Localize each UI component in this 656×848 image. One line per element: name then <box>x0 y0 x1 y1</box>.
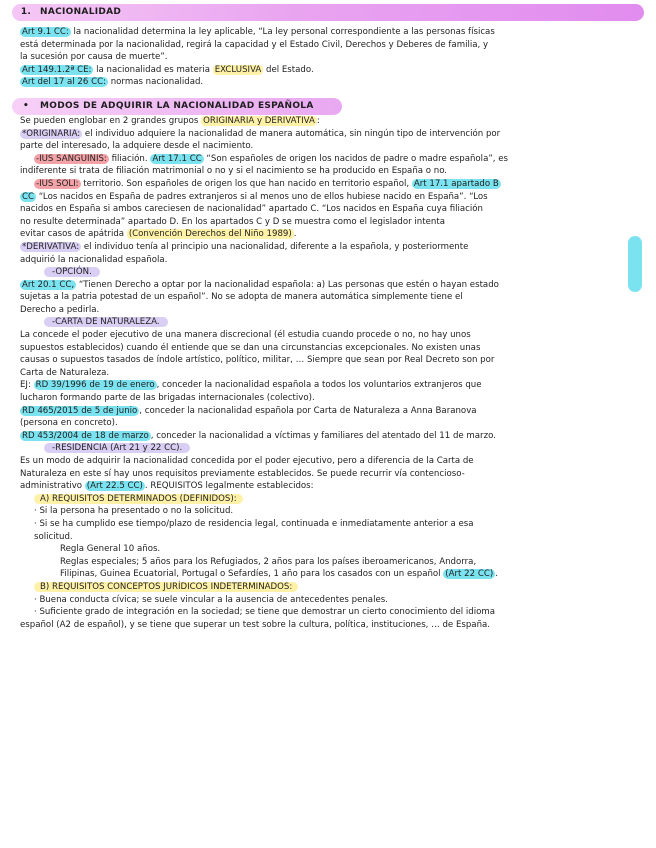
opcion-line <box>44 266 656 279</box>
ius-sanguinis-line <box>34 153 646 166</box>
section-title: NACIONALIDAD <box>40 7 122 18</box>
art91-line <box>20 26 632 39</box>
originaria-line <box>20 128 632 141</box>
req-a-item-1: · Si la persona ha presentado o no la solicitud. <box>34 506 234 517</box>
art225-label: (Art 22.5 CC) <box>86 481 143 492</box>
art149-label: Art 149.1.2ª CE: <box>22 64 92 75</box>
originaria-line-2: parte del interesado, la adquiere desde el nacimiento. <box>20 141 254 152</box>
intro-highlight: ORIGINARIA y DERIVATIVA <box>203 115 315 126</box>
convencion-highlight: (Convención Derechos del Niño 1989) <box>128 229 292 240</box>
ej-label: EJ: <box>20 380 34 391</box>
ius-soli-period: . <box>293 229 297 240</box>
carta-line-2: supuestos establecidos) cuando él entiende que se dan una circunstancias excepcionales. No existen unas <box>20 342 481 353</box>
residencia-text-c: administrativo <box>20 481 85 492</box>
carta-line-3: causas o supuestos tasados de índole artístico, político, militar, … Siempre que sean por Real Decreto son por <box>20 355 495 366</box>
ius-soli-line-3: nacidos en España si ambos careciesen de nacionalidad” apartado C. “Los nacidos en España cuya filiación <box>20 204 483 215</box>
intro-text: Se pueden englobar en 2 grandes grupos <box>20 115 202 126</box>
carta-line-4: Carta de Naturaleza. <box>20 367 110 378</box>
ius-sanguinis-quote: “Son españoles de origen los nacidos de padre o madre española”, es <box>203 153 509 164</box>
section-title: MODOS DE ADQUIRIR LA NACIONALIDAD ESPAÑOLA <box>40 101 314 112</box>
regla-general: Regla General 10 años. <box>60 544 161 555</box>
rd2-line-2: (persona en concreto). <box>20 418 118 429</box>
art17-line <box>20 76 632 89</box>
ius-sanguinis-line-2: indiferente si trata de filiación matrimonial o no y si el nacimiento se ha producido en España o no. <box>20 166 448 177</box>
section-number: 1. <box>20 7 32 18</box>
art20-line-2: sujetas a la patria potestad de un español”. No se adopta de manera automática simplemente tiene el <box>20 292 463 303</box>
art149-line <box>20 64 632 77</box>
req-b-item-2: · Suficiente grado de integración en la sociedad; se tiene que demostrar un cierto conocimiento del idioma <box>34 607 496 618</box>
art171b-label: Art 17.1 apartado B <box>413 178 499 189</box>
reglas-especiales: Reglas especiales; 5 años para los Refugiados, 2 años para los países iberoamericanos, Andorra, <box>60 556 477 567</box>
originaria-text: el individuo adquiere la nacionalidad de manera automática, sin ningún tipo de intervención por <box>82 128 501 139</box>
opcion-label: -OPCIÓN. <box>44 267 100 277</box>
cyan-side-marker <box>628 236 642 292</box>
req-a-item-2b: solicitud. <box>34 531 73 542</box>
ius-soli-quote: “Los nacidos en España de padres extranjeros si al menos uno de ellos hubiese nacido en España”. “Los <box>36 191 488 202</box>
ej-text: , conceder la nacionalidad española a todos los voluntarios extranjeros que <box>156 380 482 391</box>
reglas-especiales-2 <box>60 568 656 581</box>
derivativa-text: el individuo tenía al principio una nacionalidad, diferente a la española, y posteriormente <box>81 241 469 252</box>
ius-sanguinis-label: -IUS SANGUINIS: <box>36 153 107 164</box>
req-b-item-2b: español (A2 de español), y se tiene que superar un test sobre la cultura, política, instituciones, … de España. <box>20 619 491 630</box>
req-a-item-2: · Si se ha cumplido ese tiempo/plazo de residencia legal, continuada e inmediatamente anterior a esa <box>34 518 474 529</box>
intro-colon: : <box>316 115 320 126</box>
rd3-line <box>20 430 632 443</box>
section-header-modos <box>12 98 342 115</box>
rd2-line <box>20 405 632 418</box>
residencia-line-1: Es un modo de adquirir la nacionalidad concedida por el poder ejecutivo, pero a diferencia de la Carta de <box>20 456 474 466</box>
exclusiva-highlight: EXCLUSIVA <box>214 64 262 75</box>
reglas-especiales-period: . <box>495 569 498 580</box>
carta-line <box>44 316 656 329</box>
art17-label: Art del 17 al 26 CC: <box>22 77 106 88</box>
art20-text: “Tienen Derecho a optar por la nacionalidad española: a) Las personas que estén o hayan estado <box>76 279 499 290</box>
ius-soli-line <box>34 178 646 191</box>
req-b-label: B) REQUISITOS CONCEPTOS JURÍDICOS INDETERMINADOS: <box>34 582 298 592</box>
art20-label: Art 20.1 CC, <box>22 279 75 290</box>
derivativa-line <box>20 241 632 254</box>
req-b-line <box>34 581 646 594</box>
rd2-text: , conceder la nacionalidad española por Carta de Naturaleza a Anna Baranova <box>139 405 477 416</box>
reglas-especiales-text: Filipinas, Guinea Ecuatorial, Portugal o Sefardíes, 1 año para los casados con un español <box>60 569 444 580</box>
ius-soli-label: -IUS SOLI: <box>36 178 79 189</box>
art20-line <box>20 279 632 292</box>
residencia-line <box>44 442 656 455</box>
rd3-label: RD 453/2004 de 18 de marzo <box>22 430 149 441</box>
art171b-cc-label: CC <box>22 191 35 202</box>
art91-line-3: la sucesión por causa de muerte”. <box>20 52 168 63</box>
ius-soli-line-4: no resulte determinada” apartado D. En los apartados C y D se muestra como el legislador intenta <box>20 216 445 227</box>
art20-line-3: Derecho a pedirla. <box>20 304 100 315</box>
art91-label: Art 9.1 CC: <box>22 27 69 37</box>
ius-soli-line-2 <box>20 191 632 204</box>
art149-text-end: del Estado. <box>263 64 314 75</box>
intro-line <box>20 115 632 128</box>
ej-line-2: lucharon formando parte de las brigadas internacionales (colectivo). <box>20 393 315 404</box>
residencia-line-3 <box>20 480 632 493</box>
req-a-line <box>34 493 646 506</box>
ius-soli-text: territorio. Son españoles de origen los que han nacido en territorio español, <box>80 178 412 189</box>
art149-text: la nacionalidad es materia <box>93 64 213 75</box>
art17-text: normas nacionalidad. <box>108 77 204 88</box>
derivativa-line-2: adquirió la nacionalidad española. <box>20 254 168 265</box>
art91-text: la nacionalidad determina la ley aplicable, “La ley personal correspondiente a las personas físicas <box>70 27 495 37</box>
residencia-label: -RESIDENCIA (Art 21 y 22 CC). <box>44 443 190 453</box>
req-a-label: A) REQUISITOS DETERMINADOS (DEFINIDOS): <box>34 494 243 504</box>
art171-label: Art 17.1 CC <box>152 153 202 164</box>
derivativa-label: *DERIVATIVA: <box>22 241 80 252</box>
ius-sanguinis-text: filiación. <box>108 153 151 164</box>
ej-line <box>20 379 632 392</box>
carta-line-1: La concede el poder ejecutivo de una manera discrecional (él estudia cuando procede o no, no hay unos <box>20 330 471 341</box>
carta-label: -CARTA DE NATURALEZA. <box>44 317 168 327</box>
section-header-nacionalidad <box>12 4 644 21</box>
ius-soli-text-e: evitar casos de apátrida <box>20 229 127 240</box>
rd3-text: , conceder la nacionalidad a víctimas y familiares del atentado del 11 de marzo. <box>150 430 496 441</box>
residencia-text-d: . REQUISITOS legalmente establecidos: <box>144 481 314 492</box>
req-b-item-1: · Buena conducta cívica; se suele vincular a la ausencia de antecedentes penales. <box>34 594 388 605</box>
section-bullet: • <box>22 101 30 112</box>
art22-label: (Art 22 CC) <box>445 569 494 580</box>
art91-line-2: está determinada por la nacionalidad, regirá la capacidad y el Estado Civil, Derechos y Deberes de familia, y <box>20 39 489 50</box>
residencia-line-2: Naturaleza en este sí hay unos requisitos previamente establecidos. Se puede recurrir vía contencioso- <box>20 468 465 479</box>
rd2-label: RD 465/2015 de 5 de junio <box>22 405 138 416</box>
rd1-label: RD 39/1996 de 19 de enero <box>35 380 155 391</box>
ius-soli-line-5 <box>20 228 632 241</box>
originaria-label: *ORIGINARIA: <box>22 128 81 139</box>
